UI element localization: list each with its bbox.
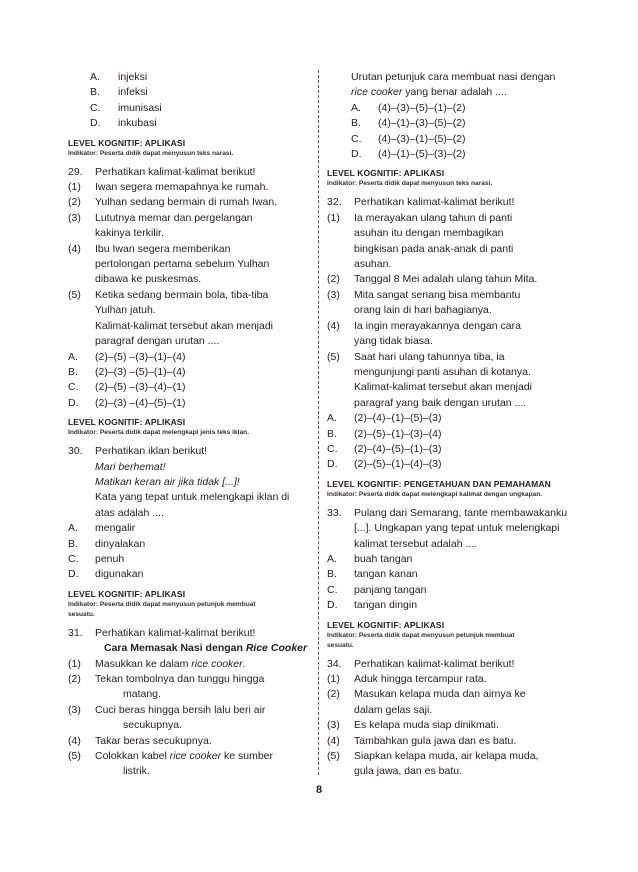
answer-option: A. (4)–(3)–(5)–(1)–(2) bbox=[351, 101, 466, 114]
statement: (4) Tambahkan gula jawa dan es batu. bbox=[327, 734, 517, 747]
statement-cont: bingkisan pada anak-anak di panti bbox=[354, 242, 514, 255]
statement: (1) Aduk hingga tercampur rata. bbox=[327, 673, 487, 685]
statement-cont: asuhan itu dengan membagikan bbox=[354, 227, 504, 240]
question-prompt: 29. Perhatikan kalimat-kalimat berikut! bbox=[68, 165, 256, 178]
question-33 bbox=[327, 478, 569, 614]
question-prompt: 30. Perhatikan iklan berikut! bbox=[68, 445, 208, 458]
indicator: Indikator: Peserta didik dapat menyusun petunjuk membuat sesuatu. bbox=[68, 600, 256, 618]
answer-option: D. tangan dingin bbox=[327, 599, 418, 612]
ad-text: Matikan keran air jika tidak [...]! bbox=[95, 475, 240, 488]
question-32 bbox=[327, 167, 569, 472]
question-prompt: 31. Perhatikan kalimat-kalimat berikut! bbox=[68, 626, 256, 639]
question-stem: paragraf dengan urutan .... bbox=[95, 335, 220, 348]
cognitive-level: LEVEL KOGNITIF: APLIKASI bbox=[68, 417, 186, 428]
statement: (5) Siapkan kelapa muda, air kelapa muda, bbox=[327, 750, 539, 763]
answer-option: B. dinyalakan bbox=[68, 537, 146, 550]
statement: (1) Masukkan ke dalam rice cooker. bbox=[68, 657, 246, 670]
ad-text: Mari berhemat! bbox=[95, 460, 166, 473]
answer-option: A. mengalir bbox=[68, 522, 136, 535]
statement-cont: mengunjungi panti asuhan di kotanya. bbox=[354, 365, 531, 378]
statement: (4) Ibu Iwan segera memberikan bbox=[68, 242, 231, 255]
statement: (5) Colokkan kabel rice cooker ke sumber bbox=[68, 750, 274, 763]
statement-list bbox=[68, 180, 310, 319]
indicator: Indikator: Peserta didik dapat menyusun teks narasi. bbox=[327, 180, 493, 188]
answer-options bbox=[327, 101, 569, 163]
question-prompt: 34. Perhatikan kalimat-kalimat berikut! bbox=[327, 657, 515, 670]
answer-option: D. (2)–(5)–(1)–(4)–(3) bbox=[327, 458, 442, 471]
statement: (5) Saat hari ulang tahunnya tiba, ia bbox=[327, 350, 505, 363]
question-31-continued bbox=[327, 70, 569, 162]
cognitive-level: LEVEL KOGNITIF: APLIKASI bbox=[68, 588, 186, 599]
answer-option: A. buah tangan bbox=[327, 552, 413, 565]
statement-cont: dalam gelas saji. bbox=[354, 703, 433, 716]
page-number: 8 bbox=[315, 784, 323, 796]
answer-options bbox=[68, 350, 310, 412]
answer-option: A. (2)–(5) –(3)–(1)–(4) bbox=[68, 350, 186, 363]
answer-option: B. (2)–(5)–(1)–(3)–(4) bbox=[327, 427, 442, 440]
answer-option: B. tangan kanan bbox=[327, 568, 418, 581]
answer-option: C. (2)–(4)–(5)–(1)–(3) bbox=[327, 442, 442, 455]
statement: (4) Ia ingin merayakannya dengan cara bbox=[327, 319, 521, 332]
statement: (2) Tekan tombolnya dan tunggu hingga bbox=[68, 673, 265, 685]
statement-cont: asuhan. bbox=[354, 258, 392, 271]
statement-cont: dibawa ke puskesmas. bbox=[95, 273, 202, 286]
statement-cont: listrik. bbox=[123, 765, 150, 778]
statement: (1) Iwan segera memapahnya ke rumah. bbox=[68, 181, 269, 194]
answer-option: B. (4)–(1)–(3)–(5)–(2) bbox=[351, 117, 466, 130]
answer-option: C. (4)–(3)–(1)–(5)–(2) bbox=[351, 132, 466, 145]
cognitive-level: LEVEL KOGNITIF: PENGETAHUAN DAN PEMAHAMAN bbox=[327, 478, 551, 489]
question-stem: Kalimat-kalimat tersebut akan menjadi bbox=[354, 381, 532, 394]
statement: (4) Takar beras secukupnya. bbox=[68, 734, 212, 747]
option: C. imunisasi bbox=[90, 101, 162, 114]
answer-options bbox=[327, 411, 569, 473]
indicator: Indikator: Peserta didik dapat melengkapi jenis teks iklan. bbox=[68, 429, 250, 437]
statement: (3) Mita sangat senang bisa membantu bbox=[327, 288, 521, 301]
answer-option: A. (2)–(4)–(1)–(5)–(3) bbox=[327, 412, 442, 425]
question-29 bbox=[68, 137, 310, 412]
question-30 bbox=[68, 416, 310, 583]
statement: (1) Ia merayakan ulang tahun di panti bbox=[327, 211, 513, 224]
indicator: Indikator: Peserta didik dapat menyusun teks narasi. bbox=[68, 149, 234, 157]
statement: (5) Ketika sedang bermain bola, tiba-tiba bbox=[68, 288, 269, 301]
question-34 bbox=[327, 619, 569, 780]
question-stem: Kalimat-kalimat tersebut akan menjadi bbox=[95, 319, 273, 332]
answer-options bbox=[327, 552, 569, 614]
answer-option: D. (2)–(3) –(4)–(5)–(1) bbox=[68, 396, 186, 409]
question-31 bbox=[68, 588, 310, 780]
answer-option: D. (4)–(1)–(5)–(3)–(2) bbox=[351, 148, 466, 161]
answer-option: C. panjang tangan bbox=[327, 583, 427, 596]
statement-cont: Yulhan jatuh. bbox=[95, 304, 156, 317]
statement-cont: gula jawa, dan es batu. bbox=[354, 765, 462, 778]
column-divider bbox=[318, 70, 319, 775]
answer-option: D. digunakan bbox=[68, 568, 144, 581]
question-prompt: 32. Perhatikan kalimat-kalimat berikut! bbox=[327, 196, 515, 209]
question-stem: atas adalah .... bbox=[95, 506, 164, 519]
left-column bbox=[68, 70, 310, 780]
question-stem: Kata yang tepat untuk melengkapi iklan di bbox=[95, 491, 290, 504]
statement-cont: matang. bbox=[123, 688, 161, 701]
statement-cont: kakinya terkilir. bbox=[95, 227, 164, 240]
right-column bbox=[327, 70, 569, 780]
statement-cont: yang tidak biasa. bbox=[354, 335, 433, 348]
statement: (2) Yulhan sedang bermain di rumah Iwan. bbox=[68, 196, 278, 209]
answer-option: C. penuh bbox=[68, 552, 125, 565]
option: A. injeksi bbox=[90, 71, 148, 83]
question-prompt: 33. Pulang dari Semarang, tante membawakanku bbox=[327, 506, 568, 519]
cognitive-level: LEVEL KOGNITIF: APLIKASI bbox=[327, 168, 445, 179]
question-stem: rice cooker yang benar adalah .... bbox=[351, 86, 507, 99]
indicator: Indikator: Peserta didik dapat menyusun petunjuk membuat sesuatu. bbox=[327, 631, 515, 649]
statement-list bbox=[327, 672, 569, 780]
question-stem: Urutan petunjuk cara membuat nasi dengan bbox=[351, 71, 556, 83]
statement: (3) Lututnya memar dan pergelangan bbox=[68, 211, 253, 224]
question-stem: kalimat tersebut adalah .... bbox=[354, 537, 478, 550]
q28-options bbox=[68, 70, 310, 132]
question-stem: paragraf yang baik dengan urutan .... bbox=[354, 396, 527, 409]
statement-list bbox=[327, 211, 569, 380]
statement: (3) Cuci beras hingga bersih lalu beri air bbox=[68, 703, 266, 716]
recipe-title: Cara Memasak Nasi dengan Rice Cooker bbox=[104, 642, 308, 655]
statement: (3) Es kelapa muda siap dinikmati. bbox=[327, 719, 499, 732]
cognitive-level: LEVEL KOGNITIF: APLIKASI bbox=[327, 619, 445, 630]
statement-cont: orang lain di hari bahagianya. bbox=[354, 304, 492, 317]
statement-cont: pertolongan pertama sebelum Yulhan bbox=[95, 258, 270, 271]
answer-option: B. (2)–(3) –(5)–(1)–(4) bbox=[68, 365, 186, 378]
question-stem: [...]. Ungkapan yang tepat untuk melengkapi bbox=[354, 522, 560, 535]
option: D. inkubasi bbox=[90, 117, 157, 130]
statement: (2) Masukan kelapa muda dan airnya ke bbox=[327, 688, 526, 701]
cognitive-level: LEVEL KOGNITIF: APLIKASI bbox=[68, 137, 186, 148]
statement-cont: secukupnya. bbox=[123, 719, 182, 732]
answer-options bbox=[68, 521, 310, 583]
option: B. infeksi bbox=[90, 86, 148, 99]
statement: (2) Tanggal 8 Mei adalah ulang tahun Mita. bbox=[327, 273, 538, 286]
indicator: Indikator: Peserta didik dapat melengkapi kalimat dengan ungkapan. bbox=[327, 490, 543, 498]
answer-option: C. (2)–(5) –(3)–(4)–(1) bbox=[68, 381, 186, 394]
